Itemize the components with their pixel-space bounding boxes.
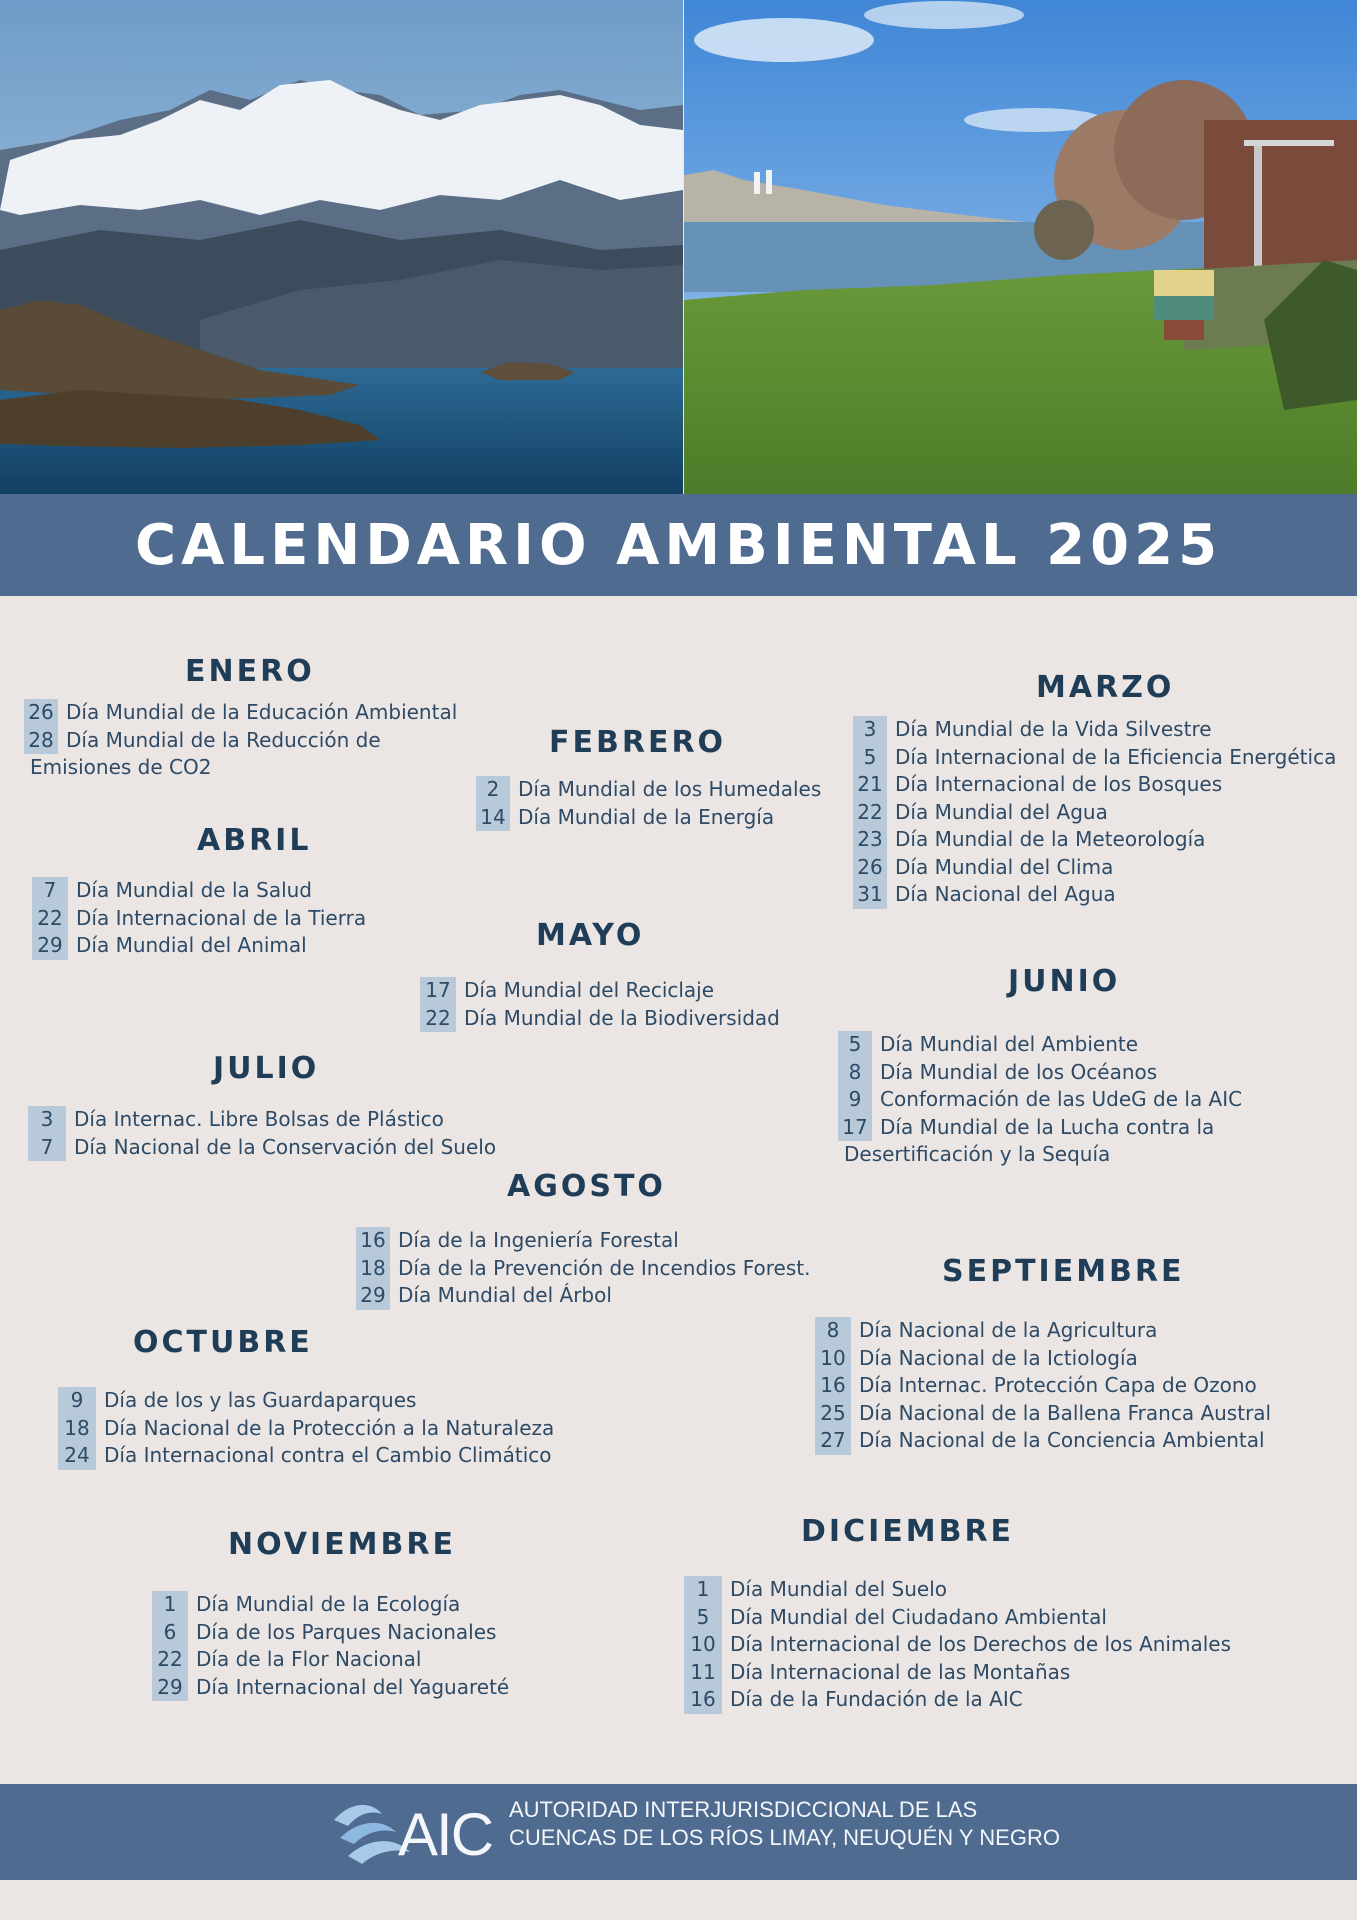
- day-number: 1: [152, 1591, 188, 1619]
- list-item: [853, 716, 1336, 744]
- day-number: 5: [853, 744, 887, 772]
- event-label: Día Mundial del Reciclaje: [464, 978, 715, 1002]
- month-list-abril: [32, 877, 366, 960]
- event-label: Día Internacional de las Montañas: [730, 1659, 1071, 1684]
- event-label: Día Mundial de los Humedales: [518, 777, 822, 801]
- day-number: 7: [32, 877, 68, 905]
- day-number: 23: [853, 826, 887, 854]
- month-list-diciembre: [684, 1576, 1231, 1714]
- event-label: Día Internacional de los Bosques: [895, 772, 1223, 796]
- event-label-continuation: Emisiones de CO2: [30, 755, 212, 779]
- event-label: Día Internac. Libre Bolsas de Plástico: [74, 1107, 444, 1131]
- day-number: 26: [853, 854, 887, 882]
- event-label: Día Internac. Protección Capa de Ozono: [859, 1373, 1257, 1397]
- mountain-lake-photo: [0, 0, 683, 494]
- month-title-julio: JULIO: [213, 1051, 320, 1086]
- day-number: 6: [152, 1619, 188, 1647]
- day-number: 17: [420, 977, 456, 1005]
- day-number: 9: [838, 1086, 872, 1114]
- event-label: Día de la Ingeniería Forestal: [398, 1228, 679, 1252]
- list-item: [815, 1372, 1271, 1400]
- organization-name-line-2: CUENCAS DE LOS RÍOS LIMAY, NEUQUÉN Y NEGRO: [509, 1825, 1060, 1850]
- list-item: [853, 881, 1336, 909]
- month-title-enero: ENERO: [185, 654, 315, 689]
- list-item: [356, 1227, 810, 1255]
- day-number: 16: [356, 1227, 390, 1255]
- list-item: [853, 854, 1336, 882]
- day-number: 28: [24, 727, 58, 755]
- event-label: Día de la Prevención de Incendios Forest.: [398, 1255, 811, 1280]
- list-item: [32, 877, 366, 905]
- event-label: Día Mundial del Agua: [895, 799, 1108, 824]
- list-item: [58, 1387, 554, 1415]
- day-number: 22: [853, 799, 887, 827]
- day-number: 26: [24, 699, 58, 727]
- month-title-diciembre: DICIEMBRE: [801, 1514, 1015, 1549]
- list-item: [684, 1576, 1231, 1604]
- event-label: Día Mundial del Ambiente: [880, 1032, 1139, 1056]
- page-title: CALENDARIO AMBIENTAL 2025: [134, 512, 1223, 578]
- day-number: 8: [838, 1059, 872, 1087]
- organization-name-line-1: AUTORIDAD INTERJURISDICCIONAL DE LAS: [509, 1797, 978, 1822]
- list-item: [476, 804, 821, 832]
- list-item-continuation: [24, 754, 457, 782]
- month-title-mayo: MAYO: [536, 918, 645, 953]
- event-label: Día Mundial de los Océanos: [880, 1059, 1158, 1084]
- day-number: 9: [58, 1387, 96, 1415]
- event-label: Día Internacional de los Derechos de los Animales: [730, 1632, 1231, 1656]
- day-number: 3: [28, 1106, 66, 1134]
- list-item: [28, 1134, 496, 1162]
- day-number: 10: [684, 1631, 722, 1659]
- list-item: [815, 1400, 1271, 1428]
- list-item: [420, 1005, 780, 1033]
- month-title-noviembre: NOVIEMBRE: [228, 1527, 456, 1562]
- day-number: 22: [152, 1646, 188, 1674]
- day-number: 29: [152, 1674, 188, 1702]
- day-number: 25: [815, 1400, 851, 1428]
- lakeside-park-photo: [684, 0, 1357, 494]
- month-list-mayo: [420, 977, 780, 1032]
- month-title-octubre: OCTUBRE: [133, 1325, 313, 1360]
- list-item: [815, 1317, 1271, 1345]
- list-item: [32, 905, 366, 933]
- list-item: [684, 1604, 1231, 1632]
- month-title-septiembre: SEPTIEMBRE: [942, 1254, 1185, 1289]
- event-label: Día Mundial de la Meteorología: [895, 827, 1206, 851]
- day-number: 24: [58, 1442, 96, 1470]
- event-label: Día Nacional de la Protección a la Naturaleza: [104, 1415, 555, 1440]
- event-label: Día Mundial del Clima: [895, 854, 1114, 879]
- header-photos: [0, 0, 1357, 494]
- month-list-marzo: [853, 716, 1336, 909]
- list-item: [815, 1345, 1271, 1373]
- day-number: 5: [838, 1031, 872, 1059]
- month-list-agosto: [356, 1227, 810, 1310]
- event-label: Día Nacional de la Ictiología: [859, 1345, 1138, 1370]
- event-label: Día Mundial del Ciudadano Ambiental: [730, 1604, 1107, 1629]
- event-label: Día Mundial de la Ecología: [196, 1592, 461, 1616]
- event-label-continuation: Desertificación y la Sequía: [844, 1142, 1111, 1166]
- list-item: [356, 1282, 810, 1310]
- list-item: [684, 1631, 1231, 1659]
- event-label: Día de la Flor Nacional: [196, 1647, 422, 1671]
- list-item: [853, 744, 1336, 772]
- list-item: [684, 1659, 1231, 1687]
- list-item: [853, 771, 1336, 799]
- event-label: Día Mundial del Árbol: [398, 1283, 612, 1307]
- day-number: 18: [356, 1255, 390, 1283]
- list-item: [420, 977, 780, 1005]
- day-number: 18: [58, 1415, 96, 1443]
- list-item: [853, 826, 1336, 854]
- day-number: 7: [28, 1134, 66, 1162]
- day-number: 27: [815, 1427, 851, 1455]
- day-number: 21: [853, 771, 887, 799]
- day-number: 10: [815, 1345, 851, 1373]
- list-item: [24, 727, 457, 755]
- event-label: Día Nacional de la Ballena Franca Austral: [859, 1400, 1272, 1425]
- list-item: [838, 1086, 1242, 1114]
- month-title-agosto: AGOSTO: [507, 1169, 666, 1204]
- month-list-noviembre: [152, 1591, 509, 1701]
- month-list-junio: [838, 1031, 1242, 1169]
- day-number: 5: [684, 1604, 722, 1632]
- event-label: Día Mundial del Suelo: [730, 1577, 947, 1601]
- month-list-octubre: [58, 1387, 554, 1470]
- list-item: [838, 1031, 1242, 1059]
- event-label: Día Mundial de la Energía: [518, 804, 775, 829]
- list-item: [28, 1106, 496, 1134]
- list-item: [476, 776, 821, 804]
- event-label: Día Mundial de la Salud: [76, 878, 313, 902]
- day-number: 3: [853, 716, 887, 744]
- list-item: [58, 1415, 554, 1443]
- event-label: Día de los Parques Nacionales: [196, 1619, 497, 1644]
- list-item: [24, 699, 457, 727]
- title-band: [0, 494, 1357, 596]
- list-item: [815, 1427, 1271, 1455]
- day-number: 29: [356, 1282, 390, 1310]
- day-number: 17: [838, 1114, 872, 1142]
- day-number: 31: [853, 881, 887, 909]
- month-list-febrero: [476, 776, 821, 831]
- day-number: 29: [32, 932, 68, 960]
- month-title-abril: ABRIL: [197, 823, 312, 858]
- list-item: [152, 1619, 509, 1647]
- organization-name: [509, 1796, 1060, 1852]
- month-list-septiembre: [815, 1317, 1271, 1455]
- day-number: 22: [420, 1005, 456, 1033]
- event-label: Día Nacional de la Conciencia Ambiental: [859, 1428, 1265, 1452]
- list-item: [152, 1591, 509, 1619]
- event-label: Día de los y las Guardaparques: [104, 1388, 417, 1412]
- day-number: 8: [815, 1317, 851, 1345]
- month-list-julio: [28, 1106, 496, 1161]
- event-label: Día Mundial de la Lucha contra la: [880, 1114, 1215, 1139]
- event-label: Día Nacional del Agua: [895, 882, 1116, 906]
- month-list-enero: [24, 699, 457, 782]
- event-label: Día Mundial de la Vida Silvestre: [895, 717, 1212, 741]
- list-item: [32, 932, 366, 960]
- list-item: [853, 799, 1336, 827]
- event-label: Día Mundial de la Educación Ambiental: [66, 700, 458, 724]
- month-title-junio: JUNIO: [1008, 964, 1121, 999]
- list-item: [838, 1114, 1242, 1142]
- event-label: Día Internacional del Yaguareté: [196, 1674, 510, 1699]
- day-number: 11: [684, 1659, 722, 1687]
- event-label: Día Mundial de la Biodiversidad: [464, 1005, 780, 1030]
- list-item: [684, 1686, 1231, 1714]
- event-label: Día Internacional de la Tierra: [76, 905, 367, 930]
- event-label: Día Internacional de la Eficiencia Energética: [895, 744, 1337, 769]
- event-label: Día Internacional contra el Cambio Climático: [104, 1443, 552, 1467]
- event-label: Conformación de las UdeG de la AIC: [880, 1087, 1243, 1111]
- day-number: 2: [476, 776, 510, 804]
- event-label: Día Mundial del Animal: [76, 933, 307, 957]
- day-number: 1: [684, 1576, 722, 1604]
- event-label: Día Nacional de la Agricultura: [859, 1318, 1158, 1342]
- event-label: Día de la Fundación de la AIC: [730, 1687, 1023, 1711]
- event-label: Día Mundial de la Reducción de: [66, 727, 381, 752]
- day-number: 16: [684, 1686, 722, 1714]
- logo-wordmark: AIC: [398, 1801, 493, 1868]
- list-item: [152, 1646, 509, 1674]
- list-item: [838, 1059, 1242, 1087]
- footer: [0, 1784, 1357, 1880]
- day-number: 16: [815, 1372, 851, 1400]
- list-item: [58, 1442, 554, 1470]
- event-label: Día Nacional de la Conservación del Suelo: [74, 1134, 497, 1159]
- day-number: 22: [32, 905, 68, 933]
- month-title-febrero: FEBRERO: [549, 725, 727, 760]
- day-number: 14: [476, 804, 510, 832]
- list-item: [152, 1674, 509, 1702]
- list-item: [356, 1255, 810, 1283]
- month-title-marzo: MARZO: [1036, 670, 1175, 705]
- list-item-continuation: [844, 1141, 1242, 1169]
